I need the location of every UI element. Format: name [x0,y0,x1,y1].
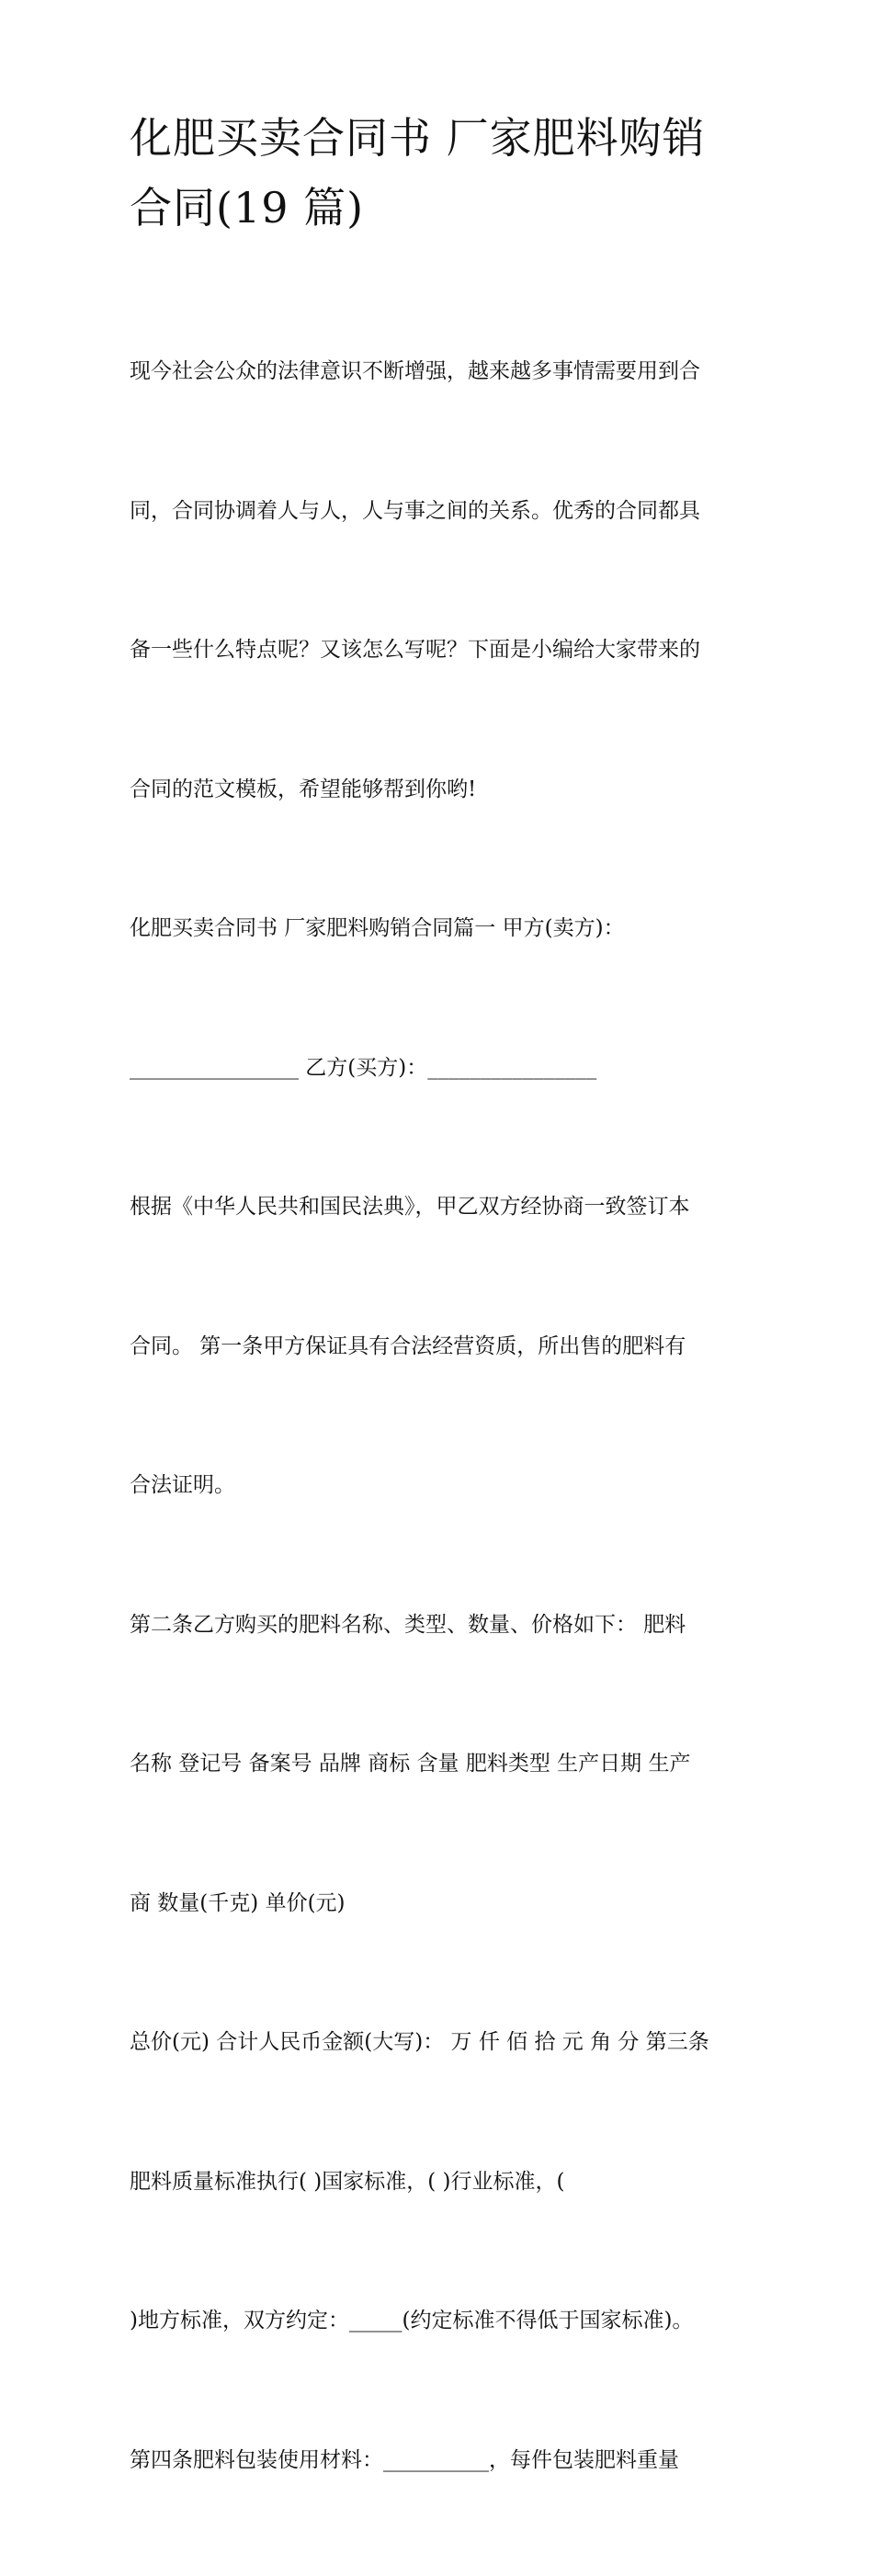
body-line: 合同。 第一条甲方保证具有合法经营资质，所出售的肥料有 [130,1333,686,1358]
body-line: 名称 登记号 备案号 品牌 商标 含量 肥料类型 生产日期 生产 [130,1752,691,1776]
title-line: 化肥买卖合同书 厂家肥料购销 [130,113,706,163]
document-page [130,103,747,2576]
body-line: 合同的范文模板，希望能够帮到你哟! [130,777,477,801]
body-line: 现今社会公众的法律意识不断增强，越来越多事情需要用到合 [130,359,700,383]
body-line: )地方标准，双方约定：_____(约定标准不得低于国家标准)。 [130,2309,694,2332]
body-line: 肥料质量标准执行( )国家标准，( )行业标准，( [130,2169,565,2194]
body-line: 备一些什么特点呢？又该怎么写呢？下面是小编给大家带来的 [130,638,700,662]
title-line: 合同(19 篇) [130,183,365,233]
document-body [130,255,747,2576]
body-line: 总价(元) 合计人民币金额(大写)： 万 仟 佰 拾 元 角 分 第三条 [130,2030,709,2054]
document-title [130,103,747,243]
body-line: 同，合同协调着人与人，人与事之间的关系。优秀的合同都具 [130,498,700,523]
body-line: 第四条肥料包装使用材料：__________，每件包装肥料重量 [130,2447,679,2472]
body-line: 合法证明。 [130,1473,235,1497]
body-line: ________________ 乙方(买方)：________________ [130,1055,597,1080]
body-line: 根据《中华人民共和国民法典》，甲乙双方经协商一致签订本 [130,1195,690,1219]
body-line: 第二条乙方购买的肥料名称、类型、数量、价格如下： 肥料 [130,1612,686,1637]
body-line: 化肥买卖合同书 厂家肥料购销合同篇一 甲方(卖方)： [130,916,625,940]
body-line: 商 数量(千克) 单价(元) [130,1890,346,1915]
